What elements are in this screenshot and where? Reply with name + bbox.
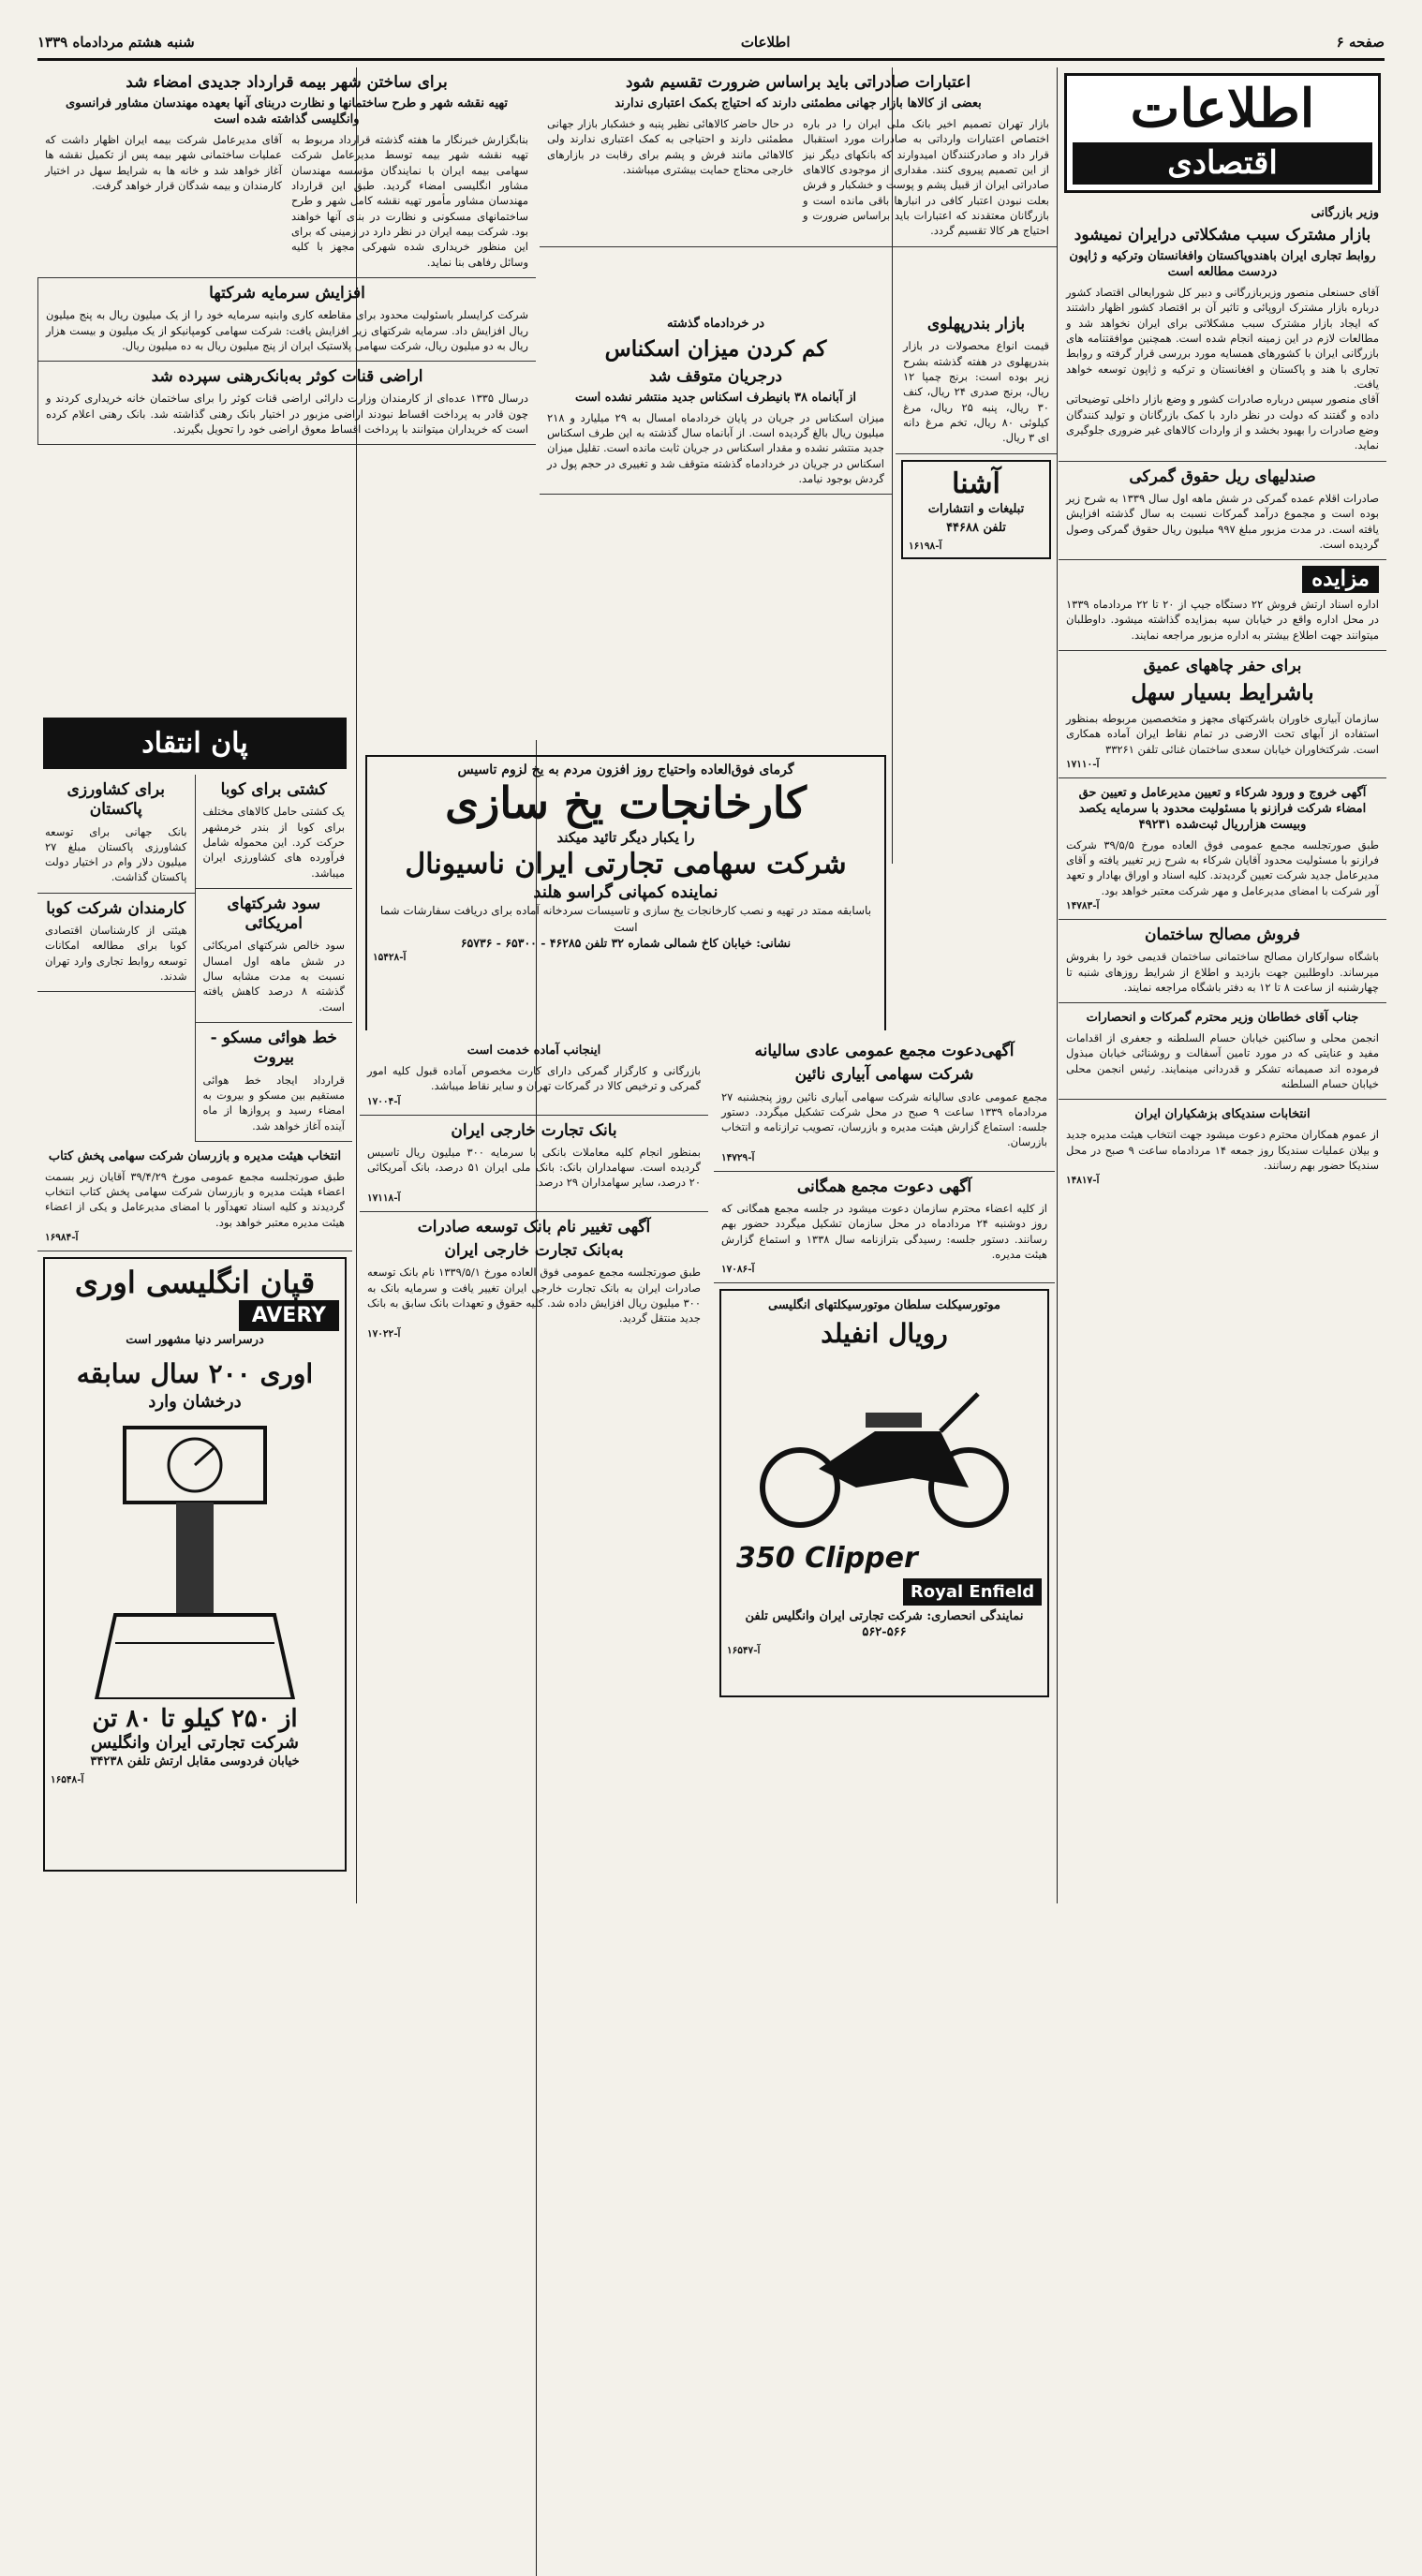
- notice-body: بازرگانی و کارگزار گمرکی دارای کارت مخصوص آماده قبول کلیه امور گمرکی و ترخیص کالا در گمرکات تهران و سایر نقاط میباشد.: [367, 1063, 701, 1093]
- customs-article: [1059, 462, 1386, 561]
- briefs-right: [195, 775, 353, 1142]
- syndicate-notice: [1059, 1100, 1386, 1193]
- capital-article: [38, 278, 536, 362]
- notice-title: فروش مصالح ساختمان: [1144, 925, 1301, 944]
- ashena-ad: [901, 460, 1051, 560]
- article-body: میزان اسکناس در جریان در پایان خردادماه امسال به ۲۹ میلیارد و ۲۱۸ میلیون ریال بالغ گردیده است. از آبانماه سال گذشته به این طرف اسکناس جدید منتشر نشده و مقدار اسکناس در جریان ثابت مانده است. تقلیل میزان اسکناس در جریان در خردادماه گذشته متوقف شد و تغییری در حجم پول در گردش بوجود نیامد.: [547, 410, 884, 486]
- article-body: بازار تهران تصمیم اخیر بانک ملی ایران را در باره اختصاص اعتبارات وارداتی به صادرات مورد استقبال قرار داد و صادرکنندگان امیدوارند که بانکهای دیگر نیز از این تصمیم پیروی کنند. مقداری از موجودی کالاهای صادراتی ایران از قبیل پشم و پوست و خشکبار و فرش بعلت نبودن اعتبار کافی در انبارها باقی مانده است و بازرگانان معتقدند که اعتبارات باید براساس ضرورت و احتیاج هر کالا تقسیم گردد.: [803, 117, 1049, 238]
- notice-code: آ-۱۶۹۸۴: [45, 1232, 79, 1244]
- notice-title: انتخاب هیئت مدیره و بازرسان شرکت سهامی پخش کتاب: [48, 1148, 342, 1163]
- model-name: 350 Clipper: [736, 1542, 918, 1576]
- motorcycle-illustration: [744, 1356, 1025, 1534]
- notice-title: بانک تجارت خارجی ایران: [451, 1120, 617, 1140]
- ad-subtitle: تبلیغات و انتشارات: [927, 501, 1025, 516]
- currency-article: [540, 309, 892, 495]
- ad-code: آ-۱۶۱۹۸: [909, 540, 942, 553]
- brand-badge: Royal Enfield: [903, 1578, 1042, 1606]
- article-headline: بازار بندرپهلوی: [926, 315, 1026, 333]
- ad-frame: [365, 755, 886, 1030]
- insurance-article: [37, 67, 536, 278]
- notice-title: اینجانب آماده خدمت است: [467, 1044, 601, 1058]
- article-body: شرکت کرایسلر باسئولیت محدود برای مقاطعه کاری وابنیه سرمایه خود را از یک میلیون ریال به پنج میلیون ریال افزایش داد. سرمایه شرکتهای زیر افزایش یافت: شرکت سهامی کومپانیکو از یک میلیون و بیست هزار ریال به دو میلیون ریال، شرکت سهامی پلاستیک ایران از پنج میلیون ریال به ده میلیون ریال.: [46, 308, 528, 352]
- article-lead: از آبانماه ۳۸ بانیطرف اسکناس جدید منتشر نشده است: [574, 390, 857, 405]
- scale-illustration: [87, 1418, 303, 1699]
- brief-title: کشتی برای کوبا: [220, 780, 327, 799]
- notice-body: مجمع عمومی عادی سالیانه شرکت سهامی آبیاری نائین روز پنجشنبه ۲۷ مردادماه ۱۳۳۹ ساعت ۹ صبح در محل شرکت تشکیل میگردد. دستور جلسه: استماع گزارش هیئت مدیره و بازرسان، تصویب ترازنامه و انتخاب بازرسان.: [721, 1089, 1047, 1149]
- ad-phone: تلفن ۴۴۶۸۸: [946, 521, 1006, 536]
- article-headline: کم کردن میزان اسکناس: [604, 335, 827, 362]
- notice-code: آ-۱۷۰۸۶: [721, 1264, 755, 1276]
- usa-brief: [196, 889, 353, 1023]
- brief-body: بانک جهانی برای توسعه کشاورزی پاکستان مبلغ ۲۷ میلیون دلار وام در اختیار دولت پاکستان گذاشت.: [45, 824, 187, 884]
- article-body: درسال ۱۳۳۵ عده‌ای از کارمندان وزارت دارائی اراضی قنات کوثر را برای ساختمان خانه خریداری کردند و چون قادر به پرداخت اقساط نبودند اراضی مزبور در اختیار بانک رهنی گذاشته شد. بانک رهنی اعلام کرده است که خریداران میتوانند با پرداخت اقساط معوق اراضی خود را تحویل بگیرند.: [46, 392, 528, 437]
- notice-body: بمنظور انجام کلیه معاملات بانکی با سرمایه ۳۰۰ میلیون ریال تاسیس گردیده است. سهامداران بانک: بانک ملی ایران ۵۱ درصد، بانک آمریکائی ۲۰ درصد، سایر سهامداران ۲۹ درصد.: [367, 1145, 701, 1190]
- notice-body: انجمن محلی و ساکنین خیابان حسام السلطنه و جعفری از اقدامات مفید و عنایتی که در مورد تامین آسفالت و روشنائی خیابان مبذول فرموده اند صمیمانه تشکر و قدردانی مینمایند. رئیس انجمن محلی خیابان حسام السلطنه: [1066, 1031, 1379, 1091]
- ice-factory-ad: [360, 749, 892, 1030]
- issue-date: شنبه هشتم مردادماه ۱۳۳۹: [37, 34, 195, 51]
- ad-subtitle-2: درخشان وارد: [148, 1391, 242, 1412]
- notice-body: طبق صورتجلسه مجمع عمومی فوق العاده مورخ ۳۹/۵/۵ شرکت فرازنو با مسئولیت محدود آقایان شرکاء به شرح زیر تغییر یافته و آقای مدیرعامل جدید شرکت تعیین گردیدند. کلیه اسناد و اوراق بهادار و تعهد آور شرکت با امضای مدیرعامل و مهر شرکت معتبر خواهد بود.: [1066, 837, 1379, 897]
- article-headline: بازار مشترک سبب مشکلاتی درایران نمیشود: [1074, 226, 1371, 245]
- notice-code: آ-۱۴۷۸۳: [1066, 899, 1100, 911]
- left-top-column: [37, 67, 536, 751]
- notice-code: آ-۱۴۷۲۹: [721, 1151, 755, 1163]
- notice-body: از عموم همکاران محترم دعوت میشود جهت انتخاب هیئت مدیره جدید و بیلان عملیات سندیکا روز جمعه ۱۴ مردادماه ساعت ۹ صبح در محل سندیکا حضور بهم رسانند.: [1066, 1128, 1379, 1172]
- cuba-staff-brief: [37, 894, 195, 993]
- notice-title: انتخابات سندیکای بزشکیاران ایران: [1134, 1107, 1311, 1122]
- paper-name: اطلاعات: [740, 34, 791, 51]
- partners-notice: [1059, 778, 1386, 920]
- notice-body: باشگاه سوارکاران مصالح ساختمانی ساختمان قدیمی خود را بفروش میرساند. داوطلبین جهت بازدید و اطلاع از شرایط روزهای شنبه تا چهارشنبه از ساعت ۸ تا ۱۲ به دفتر باشگاه مراجعه نمایند.: [1066, 950, 1379, 994]
- article-headline: اعتبارات صادراتی باید براساس ضرورت تقسیم شود: [625, 73, 971, 92]
- cuba-brief: [196, 775, 353, 889]
- column-rule: [1057, 67, 1058, 1903]
- avery-scale-ad: [43, 1257, 347, 1872]
- page-number: صفحه ۶: [1336, 34, 1385, 51]
- notice-code: آ-۱۷۱۱۸: [367, 1192, 401, 1204]
- article-subhead: تهیه نقشه شهر و طرح ساختمانها و نظارت دربنای آنها بعهده مهندسان مشاور فرانسوی وانگلیسی گذاشته شده است: [66, 96, 508, 127]
- article-kicker: وزیر بازرگانی: [1311, 206, 1379, 221]
- export-article: [540, 67, 1057, 247]
- wells-ad: [1059, 651, 1386, 778]
- section-masthead: [1064, 73, 1381, 193]
- ad-title: کارخانجات یخ سازی: [445, 777, 807, 828]
- brief-title: خط هوائی مسکو - بیروت: [210, 1029, 337, 1068]
- ad-contact: خیابان فردوسی مقابل ارتش تلفن ۳۴۲۳۸: [90, 1754, 300, 1769]
- ad-body: سازمان آبیاری خاوران باشرکتهای مجهز و متخصصین مربوطه بمنظور استفاده از آبهای تحت الارضی در تمام نقاط ایران آماده همکاری است. شرکتخاوران خیابان سعدی ساختمان غنائی تلفن ۳۳۲۶۱: [1066, 712, 1379, 756]
- article-headline: برای ساختن شهر بیمه قرارداد جدیدی امضاء شد: [126, 73, 448, 92]
- notice-title: آگهی دعوت مجمع همگانی: [796, 1177, 972, 1196]
- meeting-notice: [714, 1036, 1055, 1172]
- ad-company: شرکت سهامی تجارتی ایران ناسیونال: [405, 848, 847, 881]
- bazaar-column: [896, 309, 1057, 759]
- article-subhead: بعضی از کالاها بازار جهانی مطمئنی دارند که احتیاج بکمک اعتباری ندارند: [615, 96, 982, 111]
- masthead-title: اطلاعات: [1130, 78, 1315, 140]
- rename-notice: [360, 1212, 708, 1347]
- middle-lower-column: [360, 1036, 708, 1879]
- notice-code: آ-۱۷۰۲۲: [367, 1327, 401, 1340]
- ad-range: از ۲۵۰ کیلو تا ۸۰ تن: [92, 1705, 298, 1734]
- capital-and-lands: [37, 278, 536, 445]
- masthead-subtitle: اقتصادی: [1073, 142, 1372, 185]
- notice-company: شرکت سهامی آبیاری نائین: [794, 1065, 974, 1085]
- auction-notice: [1059, 560, 1386, 651]
- notice-code: آ-۱۴۸۱۷: [1066, 1175, 1100, 1187]
- brief-body: قرارداد ایجاد خط هوائی مستقیم بین مسکو و بیروت به امضاء رسید و پروازها از ماه آینده آغاز خواهد شد.: [202, 1073, 345, 1133]
- article-body: در حال حاضر کالاهائی نظیر پنبه و خشکبار بازار جهانی مطمئنی دارند و احتیاجی به کمک اعتباری ندارند ولی کالاهائی مانند فرش و پشم برای رقابت در بازارهای خارجی محتاج حمایت بیشتری میباشند.: [547, 117, 793, 177]
- sale-notice: [1059, 920, 1386, 1003]
- bazaar-article: [896, 309, 1057, 454]
- article-headline-2: درجریان متوقف شد: [649, 366, 782, 386]
- brief-body: هیئتی از کارشناسان اقتصادی کوبا برای مطالعه امکانات توسعه روابط تجاری وارد تهران شدند.: [45, 924, 187, 984]
- article-body: آقای مدیرعامل شرکت بیمه ایران اظهار داشت که عملیات ساختمانی شهر بیمه پس از تکمیل نقشه ها آغاز خواهد شد و خانه ها به شرایط سهل در اختیار کارمندان و بیمه شدگان قرار خواهد گرفت.: [45, 133, 282, 193]
- ad-contact: نمایندگی انحصاری: شرکت تجارتی ایران وانگلیس تلفن ۵۶۶-۵۶۲: [745, 1609, 1024, 1640]
- market-article: [1059, 199, 1386, 462]
- notice-subtitle: به‌بانک تجارت خارجی ایران: [444, 1241, 624, 1261]
- article-body: آقای حسنعلی منصور وزیربازرگانی و دبیر کل شورایعالی اقتصاد کشور درباره بازار مشترک اروپائی و تاثیر آن بر اقتصاد کشور اظهار داشتند که ایجاد بازار مشترک سبب مشکلاتی برای ایران نخواهد شد و مطالعات لازم در این زمینه انجام شده است. همچنین موافقتنامه های بازرگانی ایران با کشورهای همسایه مورد بررسی قرار گرفته و روابط تجاری با هند و پاکستان و افغانستان و ترکیه و ژاپون توسعه خواهد یافت.: [1066, 286, 1379, 392]
- avery-brand-logo: AVERY: [239, 1300, 339, 1331]
- article-headline: صندلیهای ریل حقوق گمرکی: [1129, 466, 1316, 486]
- brief-title: کارمندان شرکت کوبا: [46, 898, 186, 918]
- ad-title: برای حفر چاههای عمیق: [1143, 657, 1302, 676]
- article-headline: اراضی قنات کوثر به‌بانک‌رهنی سپرده شد: [151, 367, 423, 387]
- article-headline: افزایش سرمایه شرکتها: [209, 283, 365, 303]
- ad-seller: شرکت تجارتی ایران وانگلیس: [90, 1733, 300, 1754]
- royal-enfield-ad: [719, 1289, 1049, 1697]
- ad-representative: نماینده کمپانی گراسو هلند: [533, 882, 718, 903]
- ad-code: آ-۱۶۵۴۸: [51, 1774, 84, 1786]
- ad-title: قپان انگلیسی اوری: [74, 1265, 316, 1301]
- ad-years: اوری ۲۰۰ سال سابقه: [76, 1357, 314, 1389]
- lands-article: [38, 362, 536, 445]
- ad-description: باسابقه ممتد در تهیه و نصب کارخانجات یخ سازی و تاسیسات سردخانه آماده برای دریافت سفارشات شما است: [379, 904, 872, 935]
- agent-notice: [360, 1036, 708, 1116]
- notice-title: آگهی خروج و ورود شرکاء و تعیین مدیرعامل و تعیین حق امضاء شرکت فرازنو با مسئولیت محدود با سرمایه یکصد وبیست هزارریال ثبت‌شده ۴۹۲۳۱: [1078, 786, 1367, 832]
- brief-title: برای کشاورزی پاکستان: [67, 780, 165, 820]
- article-subhead: روابط تجاری ایران باهندوپاکستان وافغانستان وترکیه و ژاپون دردست مطالعه است: [1069, 249, 1376, 280]
- page-header: [37, 26, 1385, 61]
- notice-title: مزایده: [1302, 566, 1379, 593]
- left-lower-column: [37, 712, 352, 1883]
- article-body: بنابگزارش خبرنگار ما هفته گذشته قرارداد مربوط به تهیه نقشه شهر بیمه توسط مدیرعامل شرکت سهامی بیمه ایران با نمایندگان مؤسسه مهندسان مشاور انگلیسی امضاء گردید. طبق این قرارداد مهندسان مشاور مأمور تهیه نقشه کامل شهر و طرح ساختمانهای مسکونی و نظارت در بنای آنها خواهند بود. شرکت بیمه ایران در نظر دارد در زمینی که برای این منظور خریداری شده شهرکی مجهز با کلیه وسائل رفاهی بنا نماید.: [291, 133, 528, 269]
- right-column: [1059, 67, 1386, 1903]
- notice-title: آگهی‌دعوت مجمع عمومی عادی سالیانه: [754, 1042, 1015, 1060]
- bank-notice: [360, 1116, 708, 1212]
- brief-title: سود شرکتهای امریکائی: [227, 894, 321, 934]
- ad-subtitle: باشرایط بسیار سهل: [1131, 680, 1314, 706]
- ad-title: رویال انفیلد: [821, 1318, 948, 1350]
- notice-body: اداره اسناد ارتش فروش ۲۲ دستگاه جیپ از ۲۰ تا ۲۲ مردادماه ۱۳۳۹ در محل اداره واقع در خیابان سپه بمزایده گذاشته میشود. داوطلبان میتوانند جهت اطلاع بیشتر به اداره مزبور مراجعه نمایند.: [1066, 598, 1379, 642]
- notice-code: آ-۱۷۰۰۴: [367, 1095, 401, 1107]
- ad-code: آ-۱۵۴۲۸: [373, 952, 407, 964]
- brief-body: یک کشتی حامل کالاهای مختلف برای کوبا از بندر خرمشهر حرکت کرد. این محموله شامل فرآورده های کشاورزی ایران میباشد.: [202, 805, 345, 880]
- customs-thanks: [1059, 1003, 1386, 1100]
- article-body: آقای منصور سپس درباره صادرات کشور و وضع بازار داخلی توضیحاتی داده و گفتند که دولت در نظر دارد با کمک بازرگانان و تولید کنندگان وضع صادرات را بهبود بخشد و از واردات کالاهای غیر ضروری جلوگیری نماید.: [1066, 392, 1379, 452]
- ad-subtitle: موتورسیکلت سلطان موتورسیکلتهای انگلیسی: [767, 1298, 1000, 1313]
- ad-subtitle: درسراسر دنیا مشهور است: [126, 1333, 264, 1348]
- air-brief: [196, 1023, 353, 1142]
- notice-body: طبق صورتجلسه مجمع عمومی مورخ ۳۹/۴/۲۹ آقایان زیر بسمت اعضاء هیئت مدیره و بازرسان شرکت سهامی پخش کتاب انتخاب گردیدند و کلیه اسناد تعهدآور با امضای مدیرعامل و یکی از اعضاء هیئت مدیره معتبر خواهد بود.: [45, 1169, 346, 1229]
- ad-address: نشانی: خیابان کاخ شمالی شماره ۳۲ تلفن ۴۶۲۸۵ - ۶۵۳۰۰ - ۶۵۷۳۶: [460, 936, 792, 951]
- pan-entegad-logo: پان انتقاد: [43, 718, 347, 769]
- notice-body: طبق صورتجلسه مجمع عمومی فوق العاده مورخ ۱۳۳۹/۵/۱ نام بانک توسعه صادرات ایران به بانک تجارت خارجی ایران تغییر یافت و سرمایه بانک به ۳۰۰ میلیون ریال افزایش داده شد. کلیه حقوق و تعهدات بانک سابق به بانک جدید منتقل گردید.: [367, 1266, 701, 1325]
- ad-code: آ-۱۷۱۱۰: [1066, 759, 1100, 770]
- currency-article-column: [540, 309, 892, 759]
- ad-code: آ-۱۶۵۴۷: [727, 1645, 761, 1657]
- article-body: قیمت انواع محصولات در بازار بندرپهلوی در هفته گذشته بشرح زیر بوده است: برنج چمپا ۱۲ ریال، برنج صدری ۲۴ ریال، کنف ۳۰ ریال، پنبه ۲۵ ریال، مرغ کیلوئی ۸۰ ریال، تخم مرغ دانه ای ۳ ریال.: [903, 339, 1049, 445]
- notice-body: از کلیه اعضاء محترم سازمان دعوت میشود در جلسه مجمع همگانی که روز دوشنبه ۲۴ مردادماه در محل سازمان تشکیل میگردد حضور بهم رسانند. دستور جلسه: رسیدگی بترازنامه سال ۱۳۳۸ و استماع گزارش هیئت مدیره.: [721, 1202, 1048, 1262]
- article-kicker: در خردادماه گذشته: [666, 317, 765, 331]
- brief-body: سود خالص شرکتهای امریکائی در شش ماهه اول امسال نسبت به مدت مشابه سال گذشته ۸ درصد کاهش یافته است.: [202, 939, 345, 1014]
- meeting2-notice: [714, 1172, 1055, 1284]
- meetings-column: [714, 1036, 1055, 1879]
- notice-title: جناب آقای خطاطان وزیر محترم گمرکات و انحصارات: [1086, 1011, 1359, 1026]
- pakistan-brief: [37, 775, 195, 894]
- ad-tagline: گرمای فوق‌العاده واحتیاج روز افزون مردم به یخ لزوم تاسیس: [457, 762, 794, 777]
- article-body: صادرات اقلام عمده گمرکی در شش ماهه اول سال ۱۳۳۹ به شرح زیر بوده است و مجموع درآمد گمرکات نسبت به سال گذشته افزایش یافته است. در مدت مزبور مبلغ ۹۹۷ میلیون ریال حقوق گمرکی وصول گردیده است.: [1066, 491, 1379, 551]
- briefs-left: [37, 775, 195, 1142]
- ad-title: آشنا: [952, 466, 1000, 500]
- ad-confirm: را یکبار دیگر تائید میکند: [556, 829, 695, 847]
- notice-title: آگهی تغییر نام بانک توسعه صادرات: [417, 1217, 651, 1236]
- election-notice: [37, 1142, 352, 1251]
